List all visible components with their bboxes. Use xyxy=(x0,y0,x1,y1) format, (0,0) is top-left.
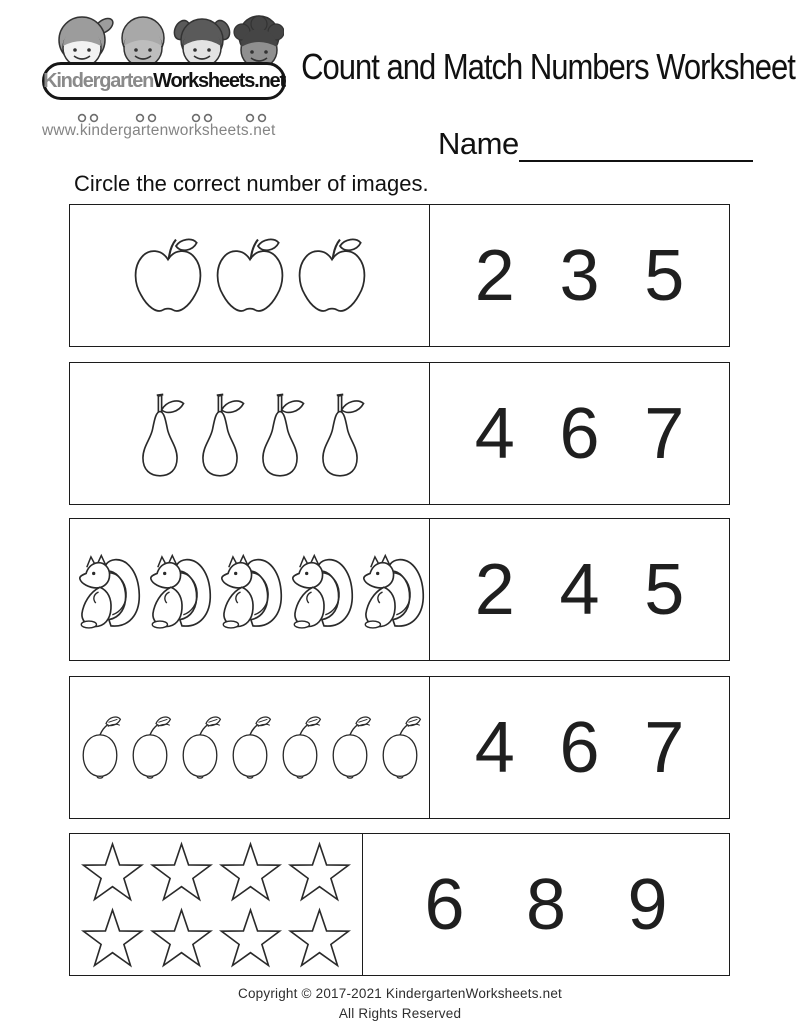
count-row-lemons xyxy=(69,676,730,819)
lemon-image xyxy=(276,714,324,781)
star-image xyxy=(217,906,284,970)
rights-line: All Rights Reserved xyxy=(338,1005,462,1021)
pear-image xyxy=(191,388,249,479)
apple-image xyxy=(128,234,208,317)
number-option[interactable]: 6 xyxy=(559,707,600,788)
number-option[interactable]: 4 xyxy=(559,549,600,630)
lemon-image xyxy=(226,714,274,781)
name-label: Name xyxy=(438,126,519,161)
numbers-cell xyxy=(362,834,729,975)
images-cell xyxy=(70,677,429,818)
number-option[interactable]: 7 xyxy=(644,393,685,474)
number-option[interactable]: 6 xyxy=(559,393,600,474)
kid-girl-pigtails xyxy=(171,18,232,67)
numbers-cell xyxy=(429,677,729,818)
count-row-squirrels xyxy=(69,518,730,661)
copyright-footer xyxy=(0,984,800,1023)
pear-image xyxy=(131,388,189,479)
apple-image xyxy=(210,234,290,317)
star-image xyxy=(148,840,215,904)
site-logo xyxy=(42,12,288,140)
star-image xyxy=(286,906,353,970)
star-image xyxy=(286,840,353,904)
kid-girl-gray xyxy=(59,15,116,67)
star-image xyxy=(148,906,215,970)
lemon-image xyxy=(76,714,124,781)
number-option[interactable]: 5 xyxy=(644,549,685,630)
lemon-image xyxy=(376,714,424,781)
number-option[interactable]: 3 xyxy=(559,235,600,316)
lemon-image xyxy=(326,714,374,781)
copyright-line: Copyright © 2017-2021 KindergartenWorksheets.net xyxy=(238,986,562,1001)
kid-boy-curly xyxy=(234,16,284,68)
pear-image xyxy=(311,388,369,479)
star-image xyxy=(79,906,146,970)
number-option[interactable]: 4 xyxy=(474,393,515,474)
number-option[interactable]: 5 xyxy=(644,235,685,316)
star-image xyxy=(79,840,146,904)
images-cell xyxy=(70,519,429,660)
instruction-text: Circle the correct number of images. xyxy=(74,171,429,196)
numbers-cell xyxy=(429,363,729,504)
lemon-image xyxy=(126,714,174,781)
number-option[interactable]: 9 xyxy=(627,864,668,945)
brand-name-gray: Kindergarten xyxy=(43,69,154,92)
number-option[interactable]: 2 xyxy=(474,549,515,630)
number-option[interactable]: 7 xyxy=(644,707,685,788)
lemon-image xyxy=(176,714,224,781)
kid-boy-gray xyxy=(122,17,164,67)
number-option[interactable]: 6 xyxy=(424,864,465,945)
count-row-apples xyxy=(69,204,730,347)
name-line xyxy=(438,126,753,162)
name-blank-field[interactable] xyxy=(519,130,753,162)
count-row-stars xyxy=(69,833,730,976)
pear-image xyxy=(251,388,309,479)
number-option[interactable]: 8 xyxy=(525,864,566,945)
count-row-pears xyxy=(69,362,730,505)
squirrel-image xyxy=(73,548,142,632)
squirrel-image xyxy=(215,548,284,632)
numbers-cell xyxy=(429,519,729,660)
page-title: Count and Match Numbers Worksheet xyxy=(301,46,795,88)
number-option[interactable]: 2 xyxy=(474,235,515,316)
number-option[interactable]: 4 xyxy=(474,707,515,788)
star-image xyxy=(217,840,284,904)
logo-banner xyxy=(42,62,286,100)
numbers-cell xyxy=(429,205,729,346)
images-cell xyxy=(70,363,429,504)
apple-image xyxy=(292,234,372,317)
squirrel-image xyxy=(286,548,355,632)
images-cell xyxy=(70,205,429,346)
images-cell xyxy=(70,834,362,975)
brand-name-black: Worksheets.net xyxy=(153,69,285,92)
squirrel-image xyxy=(357,548,426,632)
site-url: www.kindergartenworksheets.net xyxy=(42,122,276,139)
squirrel-image xyxy=(144,548,213,632)
